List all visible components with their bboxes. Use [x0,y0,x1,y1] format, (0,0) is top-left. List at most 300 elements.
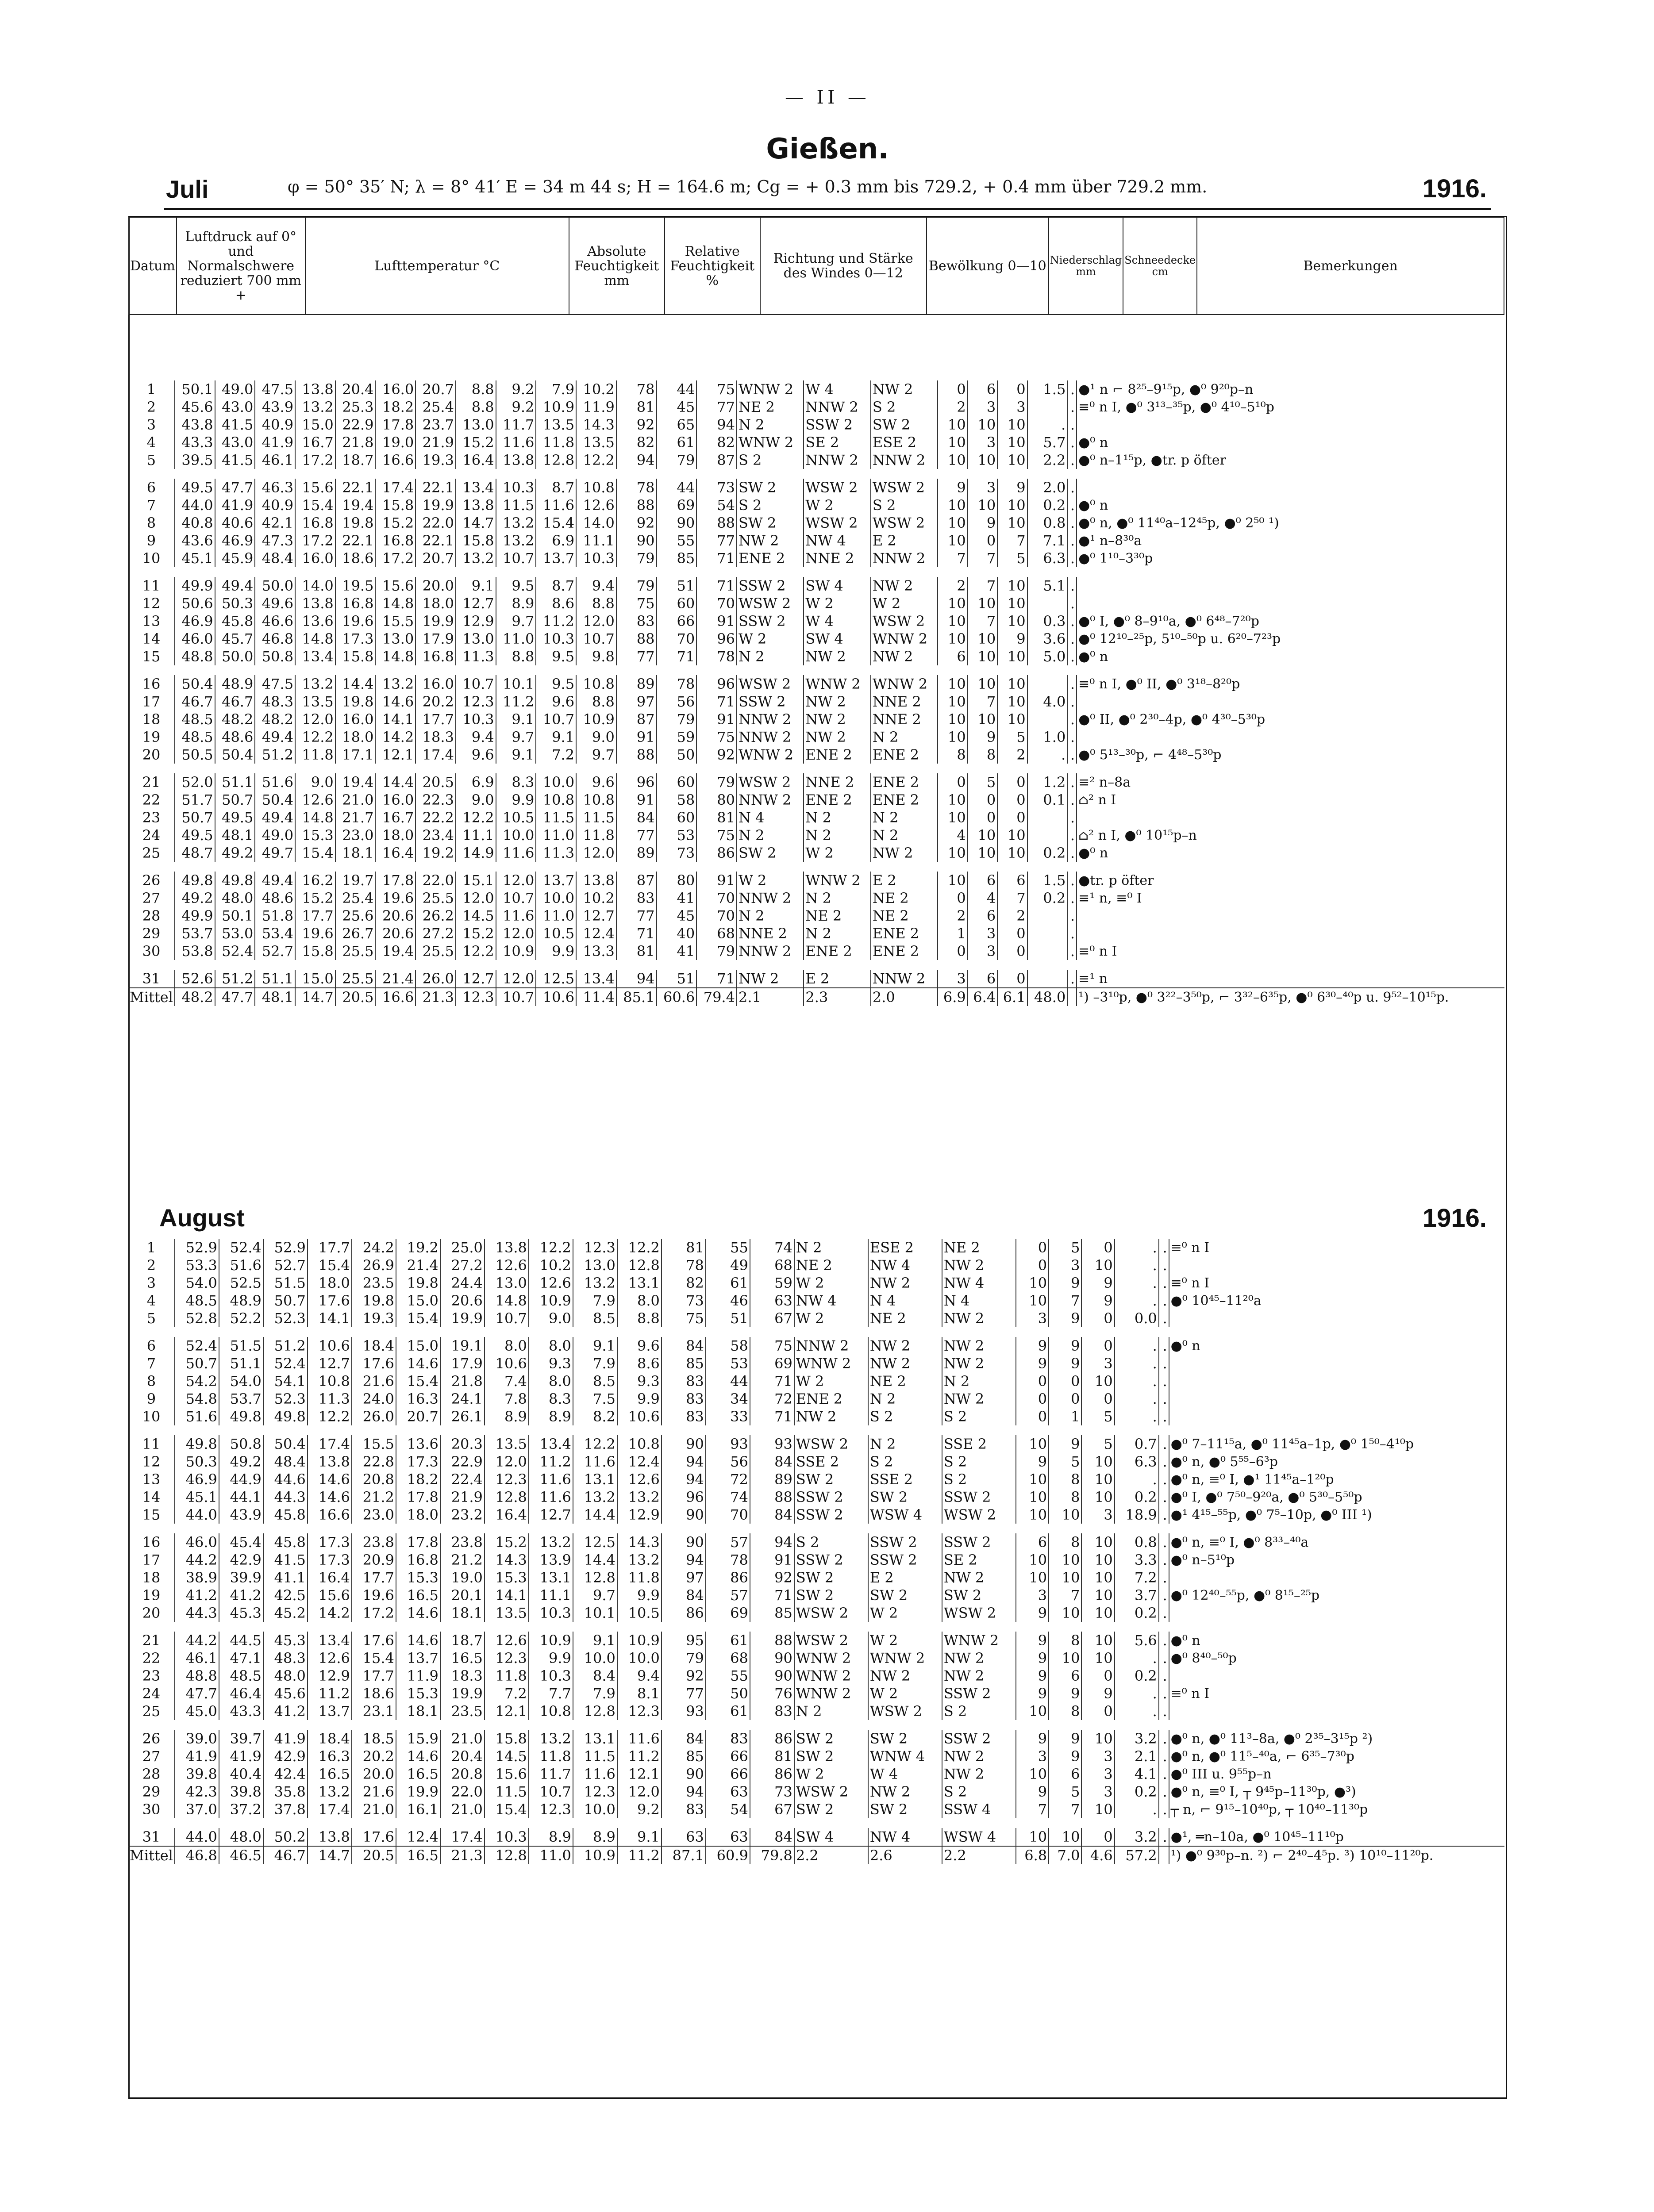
day-cell: 22 [142,1650,161,1667]
day-cell: 30 [142,1801,161,1818]
table-row [128,398,1504,416]
value-cell: 8.0 [529,1372,573,1390]
value-cell: 19.4 [375,942,415,960]
value-cell: 44 [706,1372,750,1390]
value-cell: 86 [696,844,737,862]
value-cell: 8.0 [617,1292,662,1310]
value-cell: 85 [750,1604,794,1622]
value-cell: 0 [1081,1702,1114,1720]
value-cell: 7.2 [485,1685,529,1702]
value-cell: ENE 2 [871,791,938,809]
value-cell: 10.7 [576,630,616,648]
value-cell: 9.6 [456,746,496,764]
value-cell: . [1159,1372,1169,1390]
value-cell: . [1159,1355,1169,1372]
value-cell: . [1115,1801,1159,1818]
value-cell: 12.6 [576,496,616,514]
value-cell: 10 [997,451,1027,469]
remarks-cell: ●⁰ n, ●⁰ 11⁵–⁴⁰a, ⌐ 6³⁵–7³⁰p [1169,1747,1504,1765]
value-cell: 45.1 [175,549,215,567]
value-cell: 16.7 [295,434,335,451]
value-cell: 76 [750,1685,794,1702]
value-cell: 13.2 [295,398,335,416]
value-cell: 11.1 [529,1586,573,1604]
value-cell: 48.9 [219,1292,263,1310]
table-row [128,970,1504,988]
value-cell: 22.1 [335,479,376,496]
value-cell: 0 [938,942,967,960]
value-cell: 42.5 [263,1586,308,1604]
value-cell: 10 [1081,1372,1114,1390]
remarks-cell: ●⁰ 12⁴⁰–⁵⁵p, ●⁰ 8¹⁵–²⁵p [1169,1586,1504,1604]
value-cell: 12.1 [617,1765,662,1783]
day-cell: 2 [146,399,156,415]
value-cell: . [1067,728,1077,746]
value-cell: 59 [750,1274,794,1292]
value-cell: W 4 [804,612,870,630]
value-cell: 2.2 [942,1846,1016,1864]
value-cell: 20.4 [335,380,376,398]
value-cell: 59 [657,728,697,746]
value-cell: 9.7 [573,1586,617,1604]
value-cell: 46.7 [215,693,255,710]
value-cell: 11.2 [617,1747,662,1765]
value-cell: NW 2 [871,380,938,398]
value-cell: 10.8 [576,675,616,693]
table-row [128,1435,1504,1453]
value-cell: 48.3 [255,693,295,710]
value-cell: 10 [1081,1649,1114,1667]
day-cell: 6 [146,1337,156,1354]
value-cell: 8.6 [536,595,576,612]
value-cell: 83 [662,1390,706,1408]
value-cell: 15.5 [375,612,415,630]
value-cell: 14.7 [295,988,335,1006]
value-cell: 52.8 [175,1310,219,1327]
value-cell: 18.6 [335,549,376,567]
table-row [128,746,1504,764]
value-cell: 3.3 [1115,1551,1159,1569]
value-cell: 11.8 [485,1667,529,1685]
value-cell: WSW 2 [794,1783,868,1801]
row-gap [128,862,1504,872]
value-cell: 13.2 [529,1533,573,1551]
value-cell: 0 [997,773,1027,791]
value-cell: 52.4 [175,1337,219,1355]
value-cell: 11.6 [536,496,576,514]
value-cell: 9 [938,479,967,496]
value-cell: 23.0 [335,826,376,844]
value-cell: 68 [706,1649,750,1667]
table-row [128,1390,1504,1408]
value-cell: . [1067,710,1077,728]
table-row [128,1310,1504,1327]
value-cell: 46.9 [175,1471,219,1488]
value-cell: 51.7 [175,791,215,809]
day-cell: 2 [146,1257,156,1274]
value-cell: 17.4 [375,479,415,496]
value-cell: 50.7 [215,791,255,809]
value-cell: 9.0 [456,791,496,809]
value-cell: 12.1 [375,746,415,764]
value-cell: 9.9 [617,1586,662,1604]
value-cell: 8.7 [536,577,576,595]
value-cell: . [1067,549,1077,567]
value-cell: 20.5 [415,773,456,791]
value-cell: NW 2 [942,1256,1016,1274]
value-cell: 13.1 [617,1274,662,1292]
value-cell: 15.0 [295,970,335,988]
value-cell: NW 2 [737,532,804,549]
value-cell: 10 [1016,1435,1049,1453]
value-cell: 39.5 [175,451,215,469]
value-cell: 96 [616,773,657,791]
value-cell: 52.7 [255,942,295,960]
value-cell: 16.8 [335,595,376,612]
value-cell: 13.8 [576,872,616,889]
value-cell: 43.6 [175,532,215,549]
value-cell: 7.1 [1027,532,1068,549]
value-cell: 53 [706,1355,750,1372]
value-cell: 85 [662,1747,706,1765]
value-cell: N 2 [737,648,804,665]
value-cell: 41.9 [255,434,295,451]
value-cell: 44.1 [219,1488,263,1506]
value-cell: 46.8 [255,630,295,648]
value-cell: 20.4 [440,1747,485,1765]
value-cell: 9 [1049,1685,1081,1702]
value-cell: 12.0 [295,710,335,728]
remarks-cell: ●tr. p öfter [1077,872,1504,889]
value-cell: 11.6 [529,1471,573,1488]
value-cell: 11.2 [536,612,576,630]
value-cell: WNW 2 [794,1685,868,1702]
value-cell: NW 2 [804,710,870,728]
value-cell: 25.5 [415,942,456,960]
value-cell: . [1067,942,1077,960]
value-cell: 13.5 [485,1435,529,1453]
value-cell: 20.5 [352,1846,396,1864]
value-cell: 15.6 [485,1765,529,1783]
table-row [128,1256,1504,1274]
value-cell: 10.1 [573,1604,617,1622]
table-row [128,1533,1504,1551]
remarks-cell [1169,1310,1504,1327]
value-cell: SW 2 [794,1730,868,1747]
value-cell: 22.0 [440,1783,485,1801]
value-cell: 10 [1049,1649,1081,1667]
value-cell: 48.2 [175,988,215,1006]
day-cell: 15 [142,1506,161,1523]
value-cell: 3 [1081,1355,1114,1372]
value-cell: 7.9 [536,380,576,398]
value-cell: 41.2 [219,1586,263,1604]
remarks-cell: ●⁰ n [1077,434,1504,451]
value-cell: 0.2 [1115,1488,1159,1506]
value-cell: 11.2 [308,1685,352,1702]
day-cell: 25 [142,845,161,861]
value-cell: 9.1 [536,728,576,746]
value-cell: 84 [616,809,657,826]
value-cell: 0 [1081,1239,1114,1256]
value-cell: 49.2 [219,1453,263,1471]
value-cell: 10.7 [529,1783,573,1801]
value-cell: 0 [968,532,997,549]
day-cell: 6 [146,479,156,496]
table-row [128,675,1504,693]
value-cell: 3 [968,925,997,942]
remarks-cell [1169,1408,1504,1425]
value-cell: 46.6 [255,612,295,630]
value-cell: 48.1 [215,826,255,844]
value-cell: 16.5 [396,1586,440,1604]
remarks-cell [1169,1604,1504,1622]
value-cell: 17.6 [352,1632,396,1649]
value-cell: 11.0 [496,630,536,648]
value-cell: . [1115,1390,1159,1408]
value-cell: 3 [1081,1506,1114,1524]
value-cell: 16.5 [396,1765,440,1783]
table-row [128,1747,1504,1765]
value-cell: 85 [657,549,697,567]
value-cell: 89 [616,675,657,693]
value-cell: 25.5 [335,970,376,988]
value-cell: 88 [750,1488,794,1506]
value-cell: 10 [938,595,967,612]
value-cell: 10.6 [536,988,576,1006]
value-cell: 0.0 [1115,1310,1159,1327]
value-cell: 41.9 [263,1730,308,1747]
value-cell: 9.1 [573,1632,617,1649]
value-cell: 10 [1049,1569,1081,1586]
value-cell: 9 [1049,1274,1081,1292]
value-cell: W 4 [804,380,870,398]
remarks-cell: ●⁰ n [1077,648,1504,665]
value-cell: 10 [968,675,997,693]
table-row [128,380,1504,398]
remarks-cell: ●⁰ n [1077,844,1504,862]
value-cell: 48.1 [255,988,295,1006]
value-cell: 15.0 [295,416,335,434]
value-cell: 8.5 [573,1372,617,1390]
value-cell: 81 [750,1747,794,1765]
value-cell: 92 [696,746,737,764]
value-cell: 51.2 [263,1337,308,1355]
table-row [128,514,1504,532]
value-cell: 83 [706,1730,750,1747]
value-cell: 0.2 [1027,844,1068,862]
value-cell: 10 [1081,1533,1114,1551]
value-cell: 9 [1081,1685,1114,1702]
table-row [128,1292,1504,1310]
value-cell: 61 [657,434,697,451]
year-july: 1916. [1422,174,1487,203]
value-cell: 22.2 [415,809,456,826]
value-cell: 7.2 [1115,1569,1159,1586]
value-cell: 9.2 [496,398,536,416]
value-cell: 54.8 [175,1390,219,1408]
value-cell: 79 [696,773,737,791]
value-cell: E 2 [871,872,938,889]
value-cell: 84 [750,1506,794,1524]
value-cell: 48.0 [263,1667,308,1685]
value-cell: 9.1 [573,1337,617,1355]
value-cell: 0 [997,942,1027,960]
value-cell: 41.1 [263,1569,308,1586]
value-cell: 6.8 [1016,1846,1049,1864]
day-cell: 31 [142,970,161,987]
value-cell: 78 [706,1551,750,1569]
value-cell: 14.6 [396,1632,440,1649]
value-cell: 84 [662,1586,706,1604]
value-cell: 20.7 [415,549,456,567]
row-gap [128,960,1504,970]
value-cell: 12.0 [617,1783,662,1801]
value-cell: 51.6 [219,1256,263,1274]
table-row [128,791,1504,809]
mittel-row [128,1846,1504,1864]
value-cell: NW 2 [737,970,804,988]
remarks-cell: ●⁰ n–1¹⁵p, ●tr. p öfter [1077,451,1504,469]
value-cell: 21.2 [352,1488,396,1506]
value-cell: W 2 [868,1632,942,1649]
value-cell: 71 [750,1408,794,1425]
value-cell: 88 [696,514,737,532]
value-cell: 10 [1081,1604,1114,1622]
value-cell: 9.6 [536,693,576,710]
value-cell: SSW 2 [737,612,804,630]
value-cell: 16.3 [396,1390,440,1408]
value-cell: 11.6 [496,434,536,451]
day-cell: 4 [146,1292,156,1309]
value-cell: 10.7 [496,549,536,567]
value-cell: NNE 2 [871,693,938,710]
value-cell: S 2 [871,398,938,416]
value-cell: 0 [997,970,1027,988]
value-cell: 13.7 [308,1702,352,1720]
value-cell: 8.9 [529,1828,573,1846]
value-cell: 88 [616,746,657,764]
value-cell: 10 [938,710,967,728]
value-cell: 11.5 [496,496,536,514]
value-cell: 5.1 [1027,577,1068,595]
value-cell: 16.8 [396,1551,440,1569]
value-cell: 45.9 [215,549,255,567]
value-cell: 13.8 [295,380,335,398]
day-cell: 19 [142,729,161,745]
remarks-cell: ≡⁰ n I, ●⁰ II, ●⁰ 3¹⁸–8²⁰p [1077,675,1504,693]
value-cell: 94 [750,1533,794,1551]
value-cell: 88 [750,1632,794,1649]
value-cell: 9 [1016,1632,1049,1649]
value-cell: . [1067,416,1077,434]
value-cell: W 2 [737,872,804,889]
value-cell: NW 4 [868,1828,942,1846]
value-cell: 7 [1049,1801,1081,1818]
row-gap [128,1818,1504,1828]
value-cell: 17.4 [440,1828,485,1846]
value-cell: 10 [997,595,1027,612]
value-cell: 13.2 [617,1551,662,1569]
month-title-august: August [159,1204,245,1232]
value-cell: 13.2 [617,1488,662,1506]
value-cell [1027,398,1068,416]
value-cell: 10.8 [576,791,616,809]
value-cell: 12.5 [573,1533,617,1551]
value-cell: 20.6 [375,925,415,942]
header-bewoelkung: Bewölkung 0—10 [927,217,1049,315]
value-cell: 43.3 [175,434,215,451]
value-cell: 3 [997,398,1027,416]
value-cell: SSW 2 [942,1685,1016,1702]
value-cell: 90 [662,1435,706,1453]
value-cell: 75 [696,380,737,398]
value-cell: . [1159,1783,1169,1801]
value-cell: 14.8 [485,1292,529,1310]
value-cell: 16.8 [415,648,456,665]
value-cell: 12.2 [529,1239,573,1256]
value-cell: 17.8 [375,416,415,434]
value-cell: 49.8 [175,872,215,889]
value-cell: E 2 [871,532,938,549]
value-cell: SW 2 [871,416,938,434]
value-cell: . [1159,1569,1169,1586]
value-cell: 45.1 [175,1488,219,1506]
value-cell: 19.7 [335,872,376,889]
value-cell: 7.9 [573,1355,617,1372]
value-cell: 60 [657,809,697,826]
value-cell: 44.0 [175,496,215,514]
value-cell: 10.6 [485,1355,529,1372]
remarks-cell: ≡⁰ n I [1169,1274,1504,1292]
value-cell: 10 [938,514,967,532]
value-cell: 47.7 [215,479,255,496]
value-cell: 0 [1016,1372,1049,1390]
remarks-cell: ●⁰ n, ●⁰ 11³–8a, ●⁰ 2³⁵–3¹⁵p ²) [1169,1730,1504,1747]
value-cell: 45.8 [263,1506,308,1524]
station-title: Gießen. [766,133,889,165]
value-cell: 8 [1049,1533,1081,1551]
value-cell: 10.1 [496,675,536,693]
value-cell: 15.4 [396,1372,440,1390]
value-cell: 12.8 [573,1569,617,1586]
value-cell: NW 4 [868,1256,942,1274]
value-cell: 9 [1016,1685,1049,1702]
value-cell: 7 [968,577,997,595]
value-cell: 9.5 [496,577,536,595]
value-cell: 94 [662,1783,706,1801]
value-cell: 13.2 [573,1274,617,1292]
value-cell: 23.4 [415,826,456,844]
value-cell: 8.9 [496,595,536,612]
value-cell: 21.6 [352,1783,396,1801]
value-cell: 24.2 [352,1239,396,1256]
value-cell: 13.2 [295,675,335,693]
value-cell: 9.1 [496,710,536,728]
value-cell: 50.4 [175,675,215,693]
value-cell: 46.0 [175,1533,219,1551]
value-cell: 66 [706,1765,750,1783]
value-cell: 13.0 [485,1274,529,1292]
value-cell: 54 [696,496,737,514]
table-row [128,1702,1504,1720]
value-cell: WNW 2 [804,675,870,693]
value-cell: 79 [657,451,697,469]
day-cell: 15 [142,648,161,665]
value-cell: 18.7 [440,1632,485,1649]
value-cell: 15.4 [295,844,335,862]
value-cell: 13.0 [456,416,496,434]
